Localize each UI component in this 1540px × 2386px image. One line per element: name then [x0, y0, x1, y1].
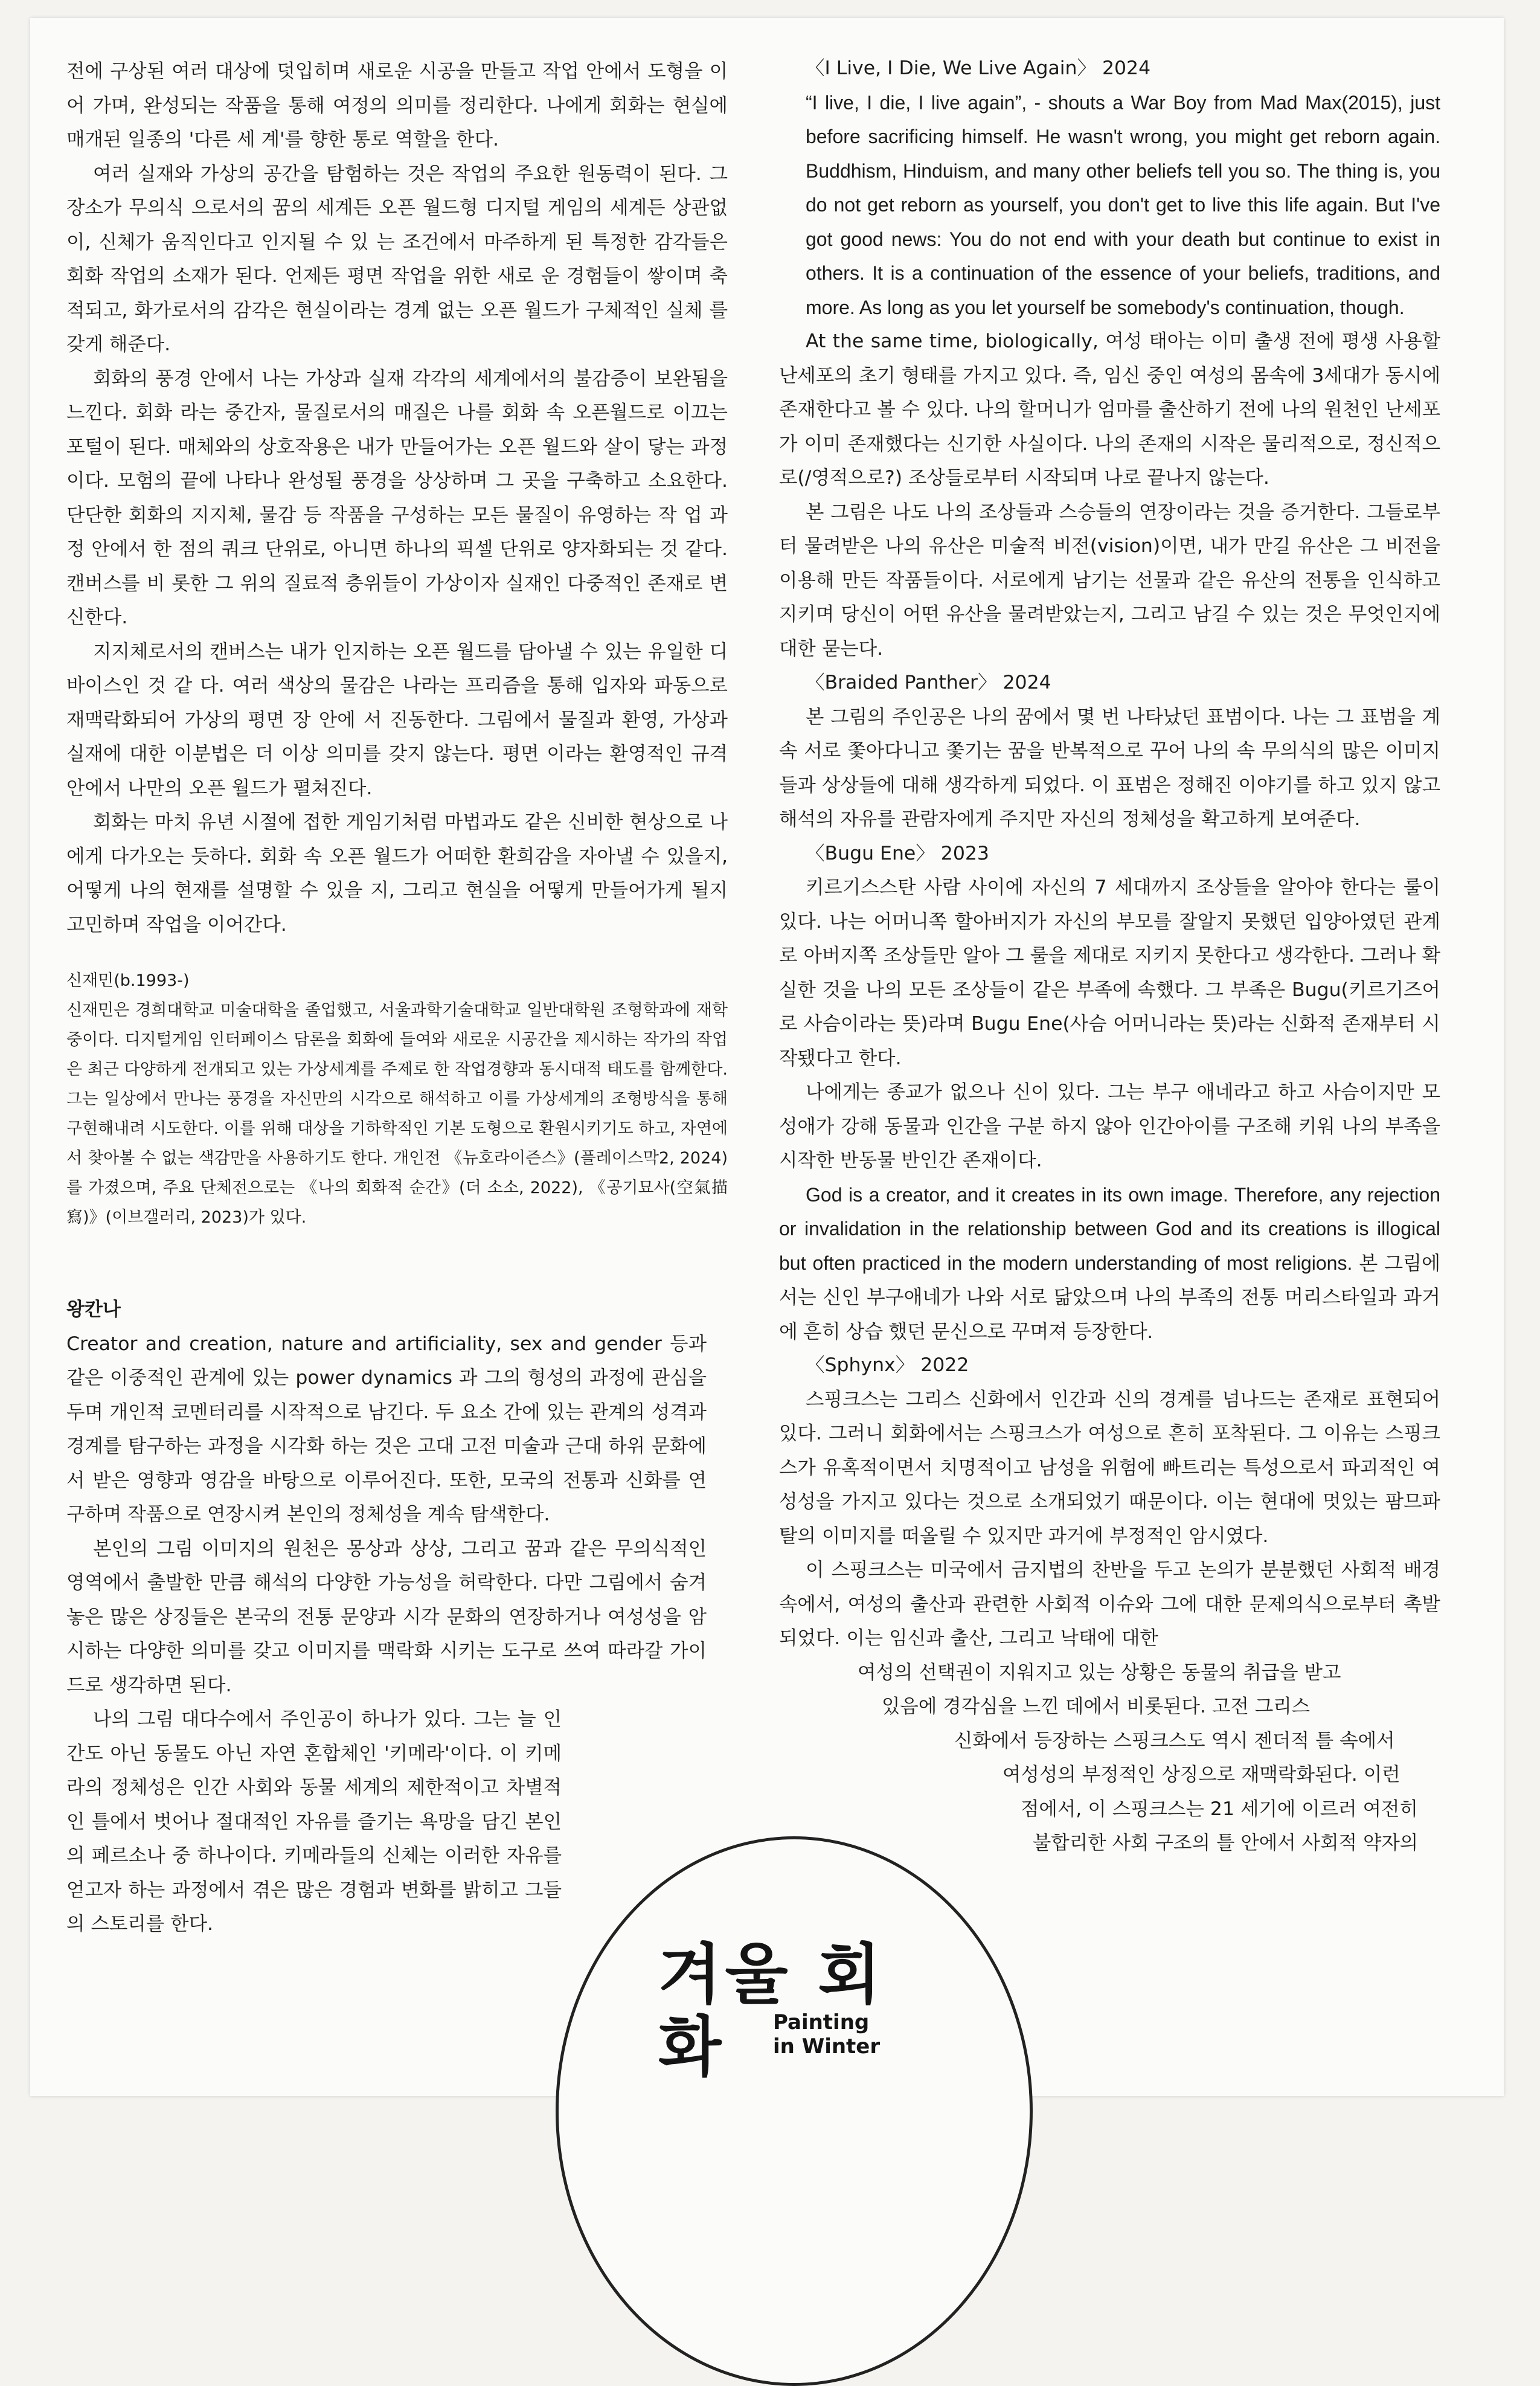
paragraph-line: 여성의 선택권이 지워지고 있는 상황은 동물의 취급을 받고 — [858, 1661, 1341, 1683]
bio-name: 신재민(b.1993-) — [66, 971, 190, 990]
work-title: 〈I Live, I Die, We Live Again〉 2024 — [806, 57, 1151, 79]
paragraph: 회화의 풍경 안에서 나는 가상과 실재 각각의 세계에서의 불감증이 보완됨을 느낀다. 회화 라는 중간자, 물질로서의 매질은 나를 회화 속 오픈월드로 이끄는 포털이 된다. 매체와의 상호작용은 내가 만들어가는 오픈 월드와 살이 닿는 과정이다. 모험의 끝에 나타나 완성될 풍경을 상상하며 그 곳을 구축하고 소요한다. 단단한 회화의 지지체, 물감 등 작품을 구성하는 모든 물질이 유영하는 작 업 과정 안에서 한 점의 쿼크 단위로, 아니면 하나의 픽셀 단위로 양자화되는 것 같다. 캔버스를 비 롯한 그 위의 질료적 층위들이 가상이자 실재인 다중적인 존재로 변신한다. — [66, 367, 728, 628]
left-column — [66, 54, 728, 1941]
logo-arch — [556, 1836, 1033, 2386]
paragraph: 전에 구상된 여러 대상에 덧입히며 새로운 시공을 만들고 작업 안에서 도형을 이어 가며, 완성되는 작품을 통해 여정의 의미를 정리한다. 나에게 회화는 현실에 매개된 일종의 '다른 세 계'를 향한 통로 역할을 한다. — [66, 60, 728, 150]
paragraph-line: 점에서, 이 스핑크스는 21 세기에 이르러 여전히 — [1021, 1798, 1418, 1820]
work-title: 〈Bugu Ene〉 2023 — [806, 842, 989, 864]
paragraph: 본 그림은 나도 나의 조상들과 스승들의 연장이라는 것을 증거한다. 그들로부터 물려받은 나의 유산은 미술적 비전(vision)이면, 내가 만길 유산은 그 비전을 이용해 만든 작품들이다. 서로에게 남기는 선물과 같은 유산의 전통을 인식하고 지키며 당신이 어떤 유산을 물려받았는지, 그리고 남길 수 있는 것은 무엇인지에 대한 묻는다. — [779, 501, 1440, 660]
paragraph: 지지체로서의 캔버스는 내가 인지하는 오픈 월드를 담아낼 수 있는 유일한 디바이스인 것 같 다. 여러 색상의 물감은 나라는 프리즘을 통해 입자와 파동으로 재맥락화되어 가상의 평면 장 안에 서 진동한다. 그림에서 물질과 환영, 가상과 실재에 대한 이분법은 더 이상 의미를 갖지 않는다. 평면 이라는 환영적인 규격 안에서 나만의 오픈 월드가 펼쳐진다. — [66, 640, 728, 799]
paragraph: 본 그림의 주인공은 나의 꿈에서 몇 번 나타났던 표범이다. 나는 그 표범을 계속 서로 쫓아다니고 쫓기는 꿈을 반복적으로 꾸어 나의 속 무의식의 많은 이미지들과 상상들에 대해 생각하게 되었다. 이 표범은 정해진 이야기를 하고 있지 않고 해석의 자유를 관람자에게 주지만 자신의 정체성을 확고하게 보여준다. — [779, 706, 1440, 830]
paragraph: 스핑크스는 그리스 신화에서 인간과 신의 경계를 넘나드는 존재로 표현되어 있다. 그러니 회화에서는 스핑크스가 여성으로 흔히 포착된다. 그 이유는 스핑크스가 유혹적이면서 치명적이고 남성을 위험에 빠트리는 특성으로서 파괴적인 여성성을 가지고 있다는 것으로 소개되었기 때문이다. 이는 현대에 멋있는 팜므파탈의 이미지를 떠올릴 수 있지만 과거에 부정적인 암시였다. — [779, 1388, 1440, 1547]
paragraph: 회화는 마치 유년 시절에 접한 게임기처럼 마법과도 같은 신비한 현상으로 나에게 다가오는 듯하다. 회화 속 오픈 월드가 어떠한 환희감을 자아낼 수 있을지, 어떻게 나의 현재를 설명할 수 있을 지, 그리고 현실을 어떻게 만들어가게 될지 고민하며 작업을 이어간다. — [66, 811, 728, 936]
logo-english-line: Painting — [773, 2010, 870, 2034]
paragraph: 본인의 그림 이미지의 원천은 몽상과 상상, 그리고 꿈과 같은 무의식적인 영역에서 출발한 만큼 해석의 다양한 가능성을 허락한다. 다만 그림에서 숨겨놓은 많은 상징들은 본국의 전통 문양과 시각 문화의 연장하거나 여성성을 암시하는 다양한 의미를 갖고 이미지를 맥락화 시키는 도구로 쓰여 따라갈 가이드로 생각하면 된다. — [66, 1537, 707, 1696]
paragraph: 키르기스스탄 사람 사이에 자신의 7 세대까지 조상들을 알아야 한다는 룰이 있다. 나는 어머니쪽 할아버지가 자신의 부모를 잘알지 못했던 입양아였던 관계로 아버지쪽 조상들만 알아 그 룰을 제대로 지키지 못한다고 생각한다. 그러나 확실한 것을 나의 모든 조상들이 같은 부족에 속했다. 그 부족은 Bugu(키르기즈어로 사슴이라는 뜻)라며 Bugu Ene(사슴 어머니라는 뜻)라는 신화적 존재부터 시작됐다고 한다. — [779, 876, 1440, 1069]
logo-english — [773, 2010, 880, 2059]
paragraph: 여러 실재와 가상의 공간을 탐험하는 것은 작업의 주요한 원동력이 된다. 그 장소가 무의식 으로서의 꿈의 세계든 오픈 월드형 디지털 게임의 세계든 상관없이, 신체가 움직인다고 인지될 수 있 는 조건에서 마주하게 된 특정한 감각들은 회화 작업의 소재가 된다. 언제든 평면 작업을 위한 새로 운 경험들이 쌓이며 축적되고, 화가로서의 감각은 현실이라는 경계 없는 오픈 월드가 구체적인 실체 를 갖게 해준다. — [66, 162, 728, 355]
paragraph: “I live, I die, I live again”, - shouts a War Boy from Mad Max(2015), just before sacrificing himself. He wasn't wrong, you might get reborn again. Buddhism, Hinduism, and many other beliefs tell you so. The thing is, you do not get reborn as yourself, you don't get to live this life again. But I've got good news: You do not end with your death but continue to exist in others. It is a continuation of the essence of your beliefs, traditions, and more. As long as you let yourself be somebody's continuation, though. — [806, 91, 1440, 318]
artist-section — [66, 1293, 728, 1941]
paragraph: God is a creator, and it creates in its own image. Therefore, any rejection or invalidation in the relationship between God and its creations is illogical but often practiced in the modern understanding of most religions. 본 그림에서는 신인 부구애네가 나와 서로 닮았으며 나의 부족의 전통 머리스타일과 과거에 흔히 상습 했던 문신으로 꾸며져 등장한다. — [779, 1183, 1440, 1342]
exhibition-logo — [658, 1939, 912, 2084]
paragraph: 나의 그림 대다수에서 주인공이 하나가 있다. 그는 늘 인간도 아닌 동물도 아닌 자연 혼합체인 '키메라'이다. 이 키메라의 정체성은 인간 사회와 동물 세계의 제한적이고 차별적인 틀에서 벗어나 절대적인 자유를 즐기는 욕망을 담긴 본인의 페르소나 중 하나이다. 키메라들의 신체는 이러한 자유를 얻고자 하는 과정에서 겪은 많은 경험과 변화를 밝히고 그들의 스토리를 한다. — [66, 1708, 562, 1935]
artist-bio — [66, 966, 728, 1232]
paragraph-line: 여성성의 부정적인 상징으로 재맥락화된다. 이런 — [1003, 1764, 1400, 1786]
magazine-page — [30, 18, 1504, 2096]
paragraph-line: 신화에서 등장하는 스핑크스도 역시 젠더적 틀 속에서 — [954, 1729, 1395, 1752]
bio-text: 신재민은 경희대학교 미술대학을 졸업했고, 서울과학기술대학교 일반대학원 조형학과에 재학 중이다. 디지털게임 인터페이스 담론을 회화에 들여와 새로운 시공간을 제시하는 작가의 작업은 최근 다양하게 전개되고 있는 가상세계를 주제로 한 작업경향과 동시대적 태도를 함께한다. 그는 일상에서 만나는 풍경을 자신만의 시각으로 해석하고 이를 가상세계의 조형방식을 통해 구현해내려 시도한다. 이를 위해 대상을 기하학적인 기본 도형으로 환원시키기도 하고, 자연에서 찾아볼 수 없는 색감만을 사용하기도 한다. 개인전 《뉴호라이즌스》(플레이스막2, 2024)를 가졌으며, 주요 단체전으로는 《나의 회화적 순간》(더 소소, 2022), 《공기묘사(空氣描寫)》(이브갤러리, 2023)가 있다. — [66, 1001, 728, 1227]
paragraph-line: 불합리한 사회 구조의 틀 안에서 사회적 약자의 — [1033, 1832, 1419, 1854]
logo-korean: 겨울 회화 — [658, 1937, 885, 2085]
right-column — [779, 51, 1440, 1860]
work-title: 〈Braided Panther〉 2024 — [806, 672, 1051, 693]
paragraph-line: 있음에 경각심을 느낀 데에서 비롯된다. 고전 그리스 — [882, 1696, 1311, 1717]
paragraph: 나에게는 종교가 없으나 신이 있다. 그는 부구 애네라고 하고 사슴이지만 모성애가 강해 동물과 인간을 구분 하지 않아 인간아이를 구조해 키워 나의 부족을 시작한 반동물 반인간 존재이다. — [779, 1081, 1440, 1171]
logo-english-line: in Winter — [773, 2034, 881, 2059]
paragraph: At the same time, biologically, 여성 태아는 이미 출생 전에 평생 사용할 난세포의 초기 형태를 가지고 있다. 즉, 임신 중인 여성의 몸속에 3세대가 동시에 존재한다고 볼 수 있다. 나의 할머니가 엄마를 출산하기 전에 나의 원천인 난세포가 이미 존재했다는 신기한 사실이다. 나의 존재의 시작은 물리적으로, 정신적으로(/영적으로?) 조상들로부터 시작되며 나로 끝나지 않는다. — [779, 330, 1440, 489]
paragraph: 이 스핑크스는 미국에서 금지법의 찬반을 두고 논의가 분분했던 사회적 배경 속에서, 여성의 출산과 관련한 사회적 이슈와 그에 대한 문제의식으로부터 촉발되었다. 이는 임신과 출산, 그리고 낙태에 대한 — [779, 1559, 1440, 1649]
artist-name: 왕칸나 — [66, 1299, 121, 1320]
paragraph: Creator and creation, nature and artificiality, sex and gender 등과 같은 이중적인 관계에 있는 power dynamics 과 그의 형성의 과정에 관심을 두며 개인적 코멘터리를 시작적으로 남긴다. 두 요소 간에 있는 관계의 성격과 경계를 탐구하는 과정을 시각화 하는 것은 고대 고전 미술과 근대 하위 문화에서 받은 영향과 영감을 바탕으로 이루어진다. 또한, 모국의 전통과 신화를 연구하며 작품으로 연장시켜 본인의 정체성을 계속 탐색한다. — [66, 1333, 707, 1525]
work-title: 〈Sphynx〉 2022 — [806, 1354, 969, 1376]
